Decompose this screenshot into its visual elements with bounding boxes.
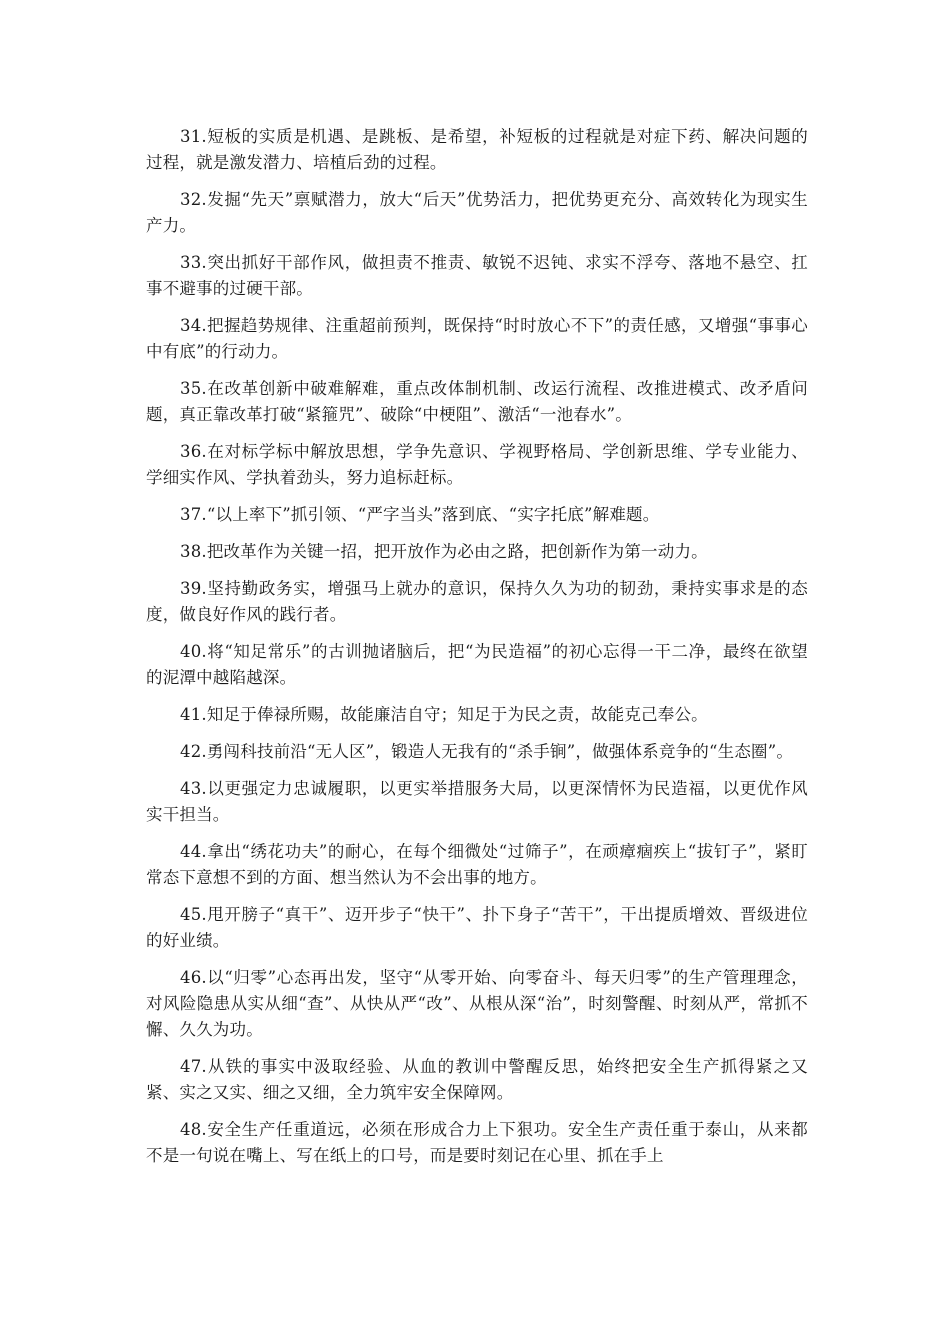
paragraph-35: 35.在改革创新中破难解难，重点改体制机制、改运行流程、改推进模式、改矛盾问题，真正靠改革打破“紧箍咒”、破除“中梗阻”、激活“一池春水”。 xyxy=(146,379,808,424)
paragraph-33: 33.突出抓好干部作风，做担责不推责、敏锐不迟钝、求实不浮夸、落地不悬空、扛事不避事的过硬干部。 xyxy=(146,253,808,298)
paragraph-36: 36.在对标学标中解放思想，学争先意识、学视野格局、学创新思维、学专业能力、学细实作风、学执着劲头，努力追标赶标。 xyxy=(146,442,808,487)
paragraph-32: 32.发掘“先天”禀赋潜力，放大“后天”优势活力，把优势更充分、高效转化为现实生产力。 xyxy=(146,190,808,235)
paragraph-43: 43.以更强定力忠诚履职，以更实举措服务大局，以更深情怀为民造福，以更优作风实干担当。 xyxy=(146,779,808,824)
paragraph-44: 44.拿出“绣花功夫”的耐心，在每个细微处“过筛子”，在顽瘴痼疾上“拔钉子”，紧盯常态下意想不到的方面、想当然认为不会出事的地方。 xyxy=(146,842,808,887)
paragraph-45: 45.甩开膀子“真干”、迈开步子“快干”、扑下身子“苦干”，干出提质增效、晋级进位的好业绩。 xyxy=(146,905,808,950)
paragraph-42: 42.勇闯科技前沿“无人区”，锻造人无我有的“杀手锏”，做强体系竞争的“生态圈”。 xyxy=(180,742,794,761)
paragraph-46: 46.以“归零”心态再出发，坚守“从零开始、向零奋斗、每天归零”的生产管理理念，对风险隐患从实从细“查”、从快从严“改”、从根从深“治”，时刻警醒、时刻从严，常抓不懈、久久为功。 xyxy=(146,968,808,1039)
paragraph-39: 39.坚持勤政务实，增强马上就办的意识，保持久久为功的韧劲，秉持实事求是的态度，做良好作风的践行者。 xyxy=(146,579,808,624)
paragraph-41: 41.知足于俸禄所赐，故能廉洁自守；知足于为民之责，故能克己奉公。 xyxy=(180,705,708,724)
paragraph-47: 47.从铁的事实中汲取经验、从血的教训中警醒反思，始终把安全生产抓得紧之又紧、实之又实、细之又细，全力筑牢安全保障网。 xyxy=(146,1057,808,1102)
paragraph-40: 40.将“知足常乐”的古训抛诸脑后，把“为民造福”的初心忘得一干二净，最终在欲望的泥潭中越陷越深。 xyxy=(146,642,808,687)
paragraph-37: 37.“以上率下”抓引领、“严字当头”落到底、“实字托底”解难题。 xyxy=(180,505,660,524)
paragraph-34: 34.把握趋势规律、注重超前预判，既保持“时时放心不下”的责任感，又增强“事事心中有底”的行动力。 xyxy=(146,316,808,361)
paragraph-38: 38.把改革作为关键一招，把开放作为必由之路，把创新作为第一动力。 xyxy=(180,542,708,561)
document-body xyxy=(146,124,808,1180)
paragraph-48: 48.安全生产任重道远，必须在形成合力上下狠功。安全生产责任重于泰山，从来都不是一句说在嘴上、写在纸上的口号，而是要时刻记在心里、抓在手上 xyxy=(146,1120,808,1165)
paragraph-31: 31.短板的实质是机遇、是跳板、是希望，补短板的过程就是对症下药、解决问题的过程，就是激发潜力、培植后劲的过程。 xyxy=(146,127,808,172)
